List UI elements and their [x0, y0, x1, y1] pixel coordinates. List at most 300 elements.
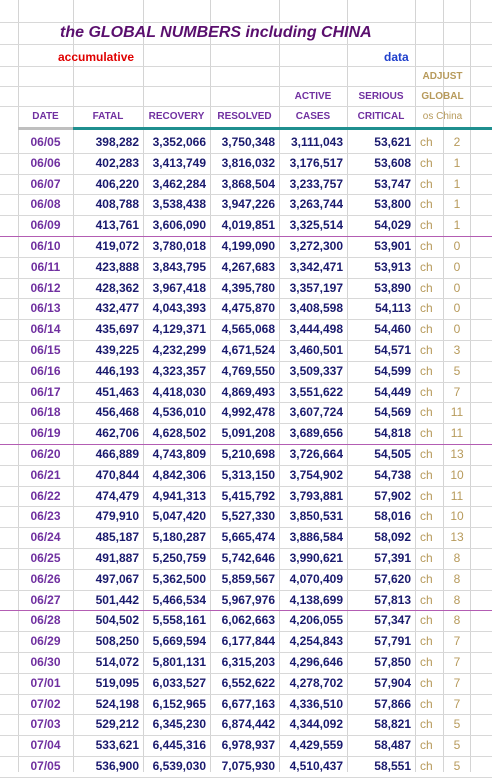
table-row	[0, 694, 492, 716]
china-marker-cell: ch	[420, 426, 433, 441]
fatal-cell: 533,621	[95, 738, 139, 753]
recovery-cell: 5,466,534	[152, 592, 206, 607]
resolved-cell: 6,978,937	[221, 738, 275, 753]
adjust-cell: 11	[450, 426, 464, 441]
adjust-cell: 0	[453, 280, 461, 295]
resolved-cell: 6,315,203	[221, 655, 275, 669]
recovery-cell: 3,538,438	[152, 197, 206, 212]
recovery-cell: 5,801,131	[152, 655, 206, 669]
date-cell: 06/10	[30, 239, 61, 253]
header-underline	[18, 127, 492, 130]
header-serious-line1: SERIOUS	[358, 91, 404, 102]
active-cell: 3,551,622	[289, 384, 343, 399]
fatal-cell: 497,067	[95, 571, 139, 586]
date-cell: 06/17	[30, 384, 61, 399]
china-marker-cell: ch	[420, 239, 433, 253]
china-marker-cell: ch	[420, 447, 433, 461]
recovery-cell: 4,043,393	[152, 301, 206, 316]
fatal-cell: 470,844	[95, 467, 139, 482]
critical-cell: 53,608	[374, 155, 411, 170]
resolved-cell: 6,177,844	[221, 634, 275, 649]
adjust-cell: 0	[453, 301, 461, 316]
critical-cell: 53,901	[374, 239, 411, 253]
page-title: the GLOBAL NUMBERS including CHINA	[60, 24, 372, 41]
table-row	[0, 714, 492, 736]
adjust-cell: 7	[453, 675, 461, 690]
active-cell: 3,272,300	[289, 239, 343, 253]
adjust-cell: 0	[453, 322, 461, 337]
header-active-line2: CASES	[295, 111, 331, 122]
data-label: data	[384, 50, 409, 64]
resolved-cell: 3,750,348	[221, 135, 275, 149]
china-marker-cell: ch	[420, 197, 433, 212]
resolved-cell: 4,565,068	[221, 322, 275, 337]
active-cell: 4,336,510	[289, 696, 343, 711]
table-row	[0, 735, 492, 757]
china-marker-cell: ch	[420, 488, 433, 503]
resolved-cell: 6,874,442	[221, 717, 275, 732]
table-row	[0, 444, 492, 466]
adjust-cell: 1	[453, 155, 461, 170]
active-cell: 4,278,702	[289, 675, 343, 690]
critical-cell: 54,571	[374, 343, 411, 357]
active-cell: 3,990,621	[289, 551, 343, 565]
date-cell: 07/05	[30, 759, 61, 773]
recovery-cell: 3,967,418	[152, 280, 206, 295]
resolved-cell: 4,769,550	[221, 363, 275, 378]
active-cell: 3,886,584	[289, 530, 343, 545]
critical-cell: 58,092	[374, 530, 411, 545]
resolved-cell: 4,395,780	[221, 280, 275, 295]
active-cell: 3,357,197	[289, 280, 343, 295]
adjust-cell: 11	[450, 488, 464, 503]
critical-cell: 54,029	[374, 218, 411, 233]
china-marker-cell: ch	[420, 675, 433, 690]
table-row	[0, 548, 492, 570]
recovery-cell: 3,352,066	[152, 135, 206, 149]
resolved-cell: 6,677,163	[221, 696, 275, 711]
recovery-cell: 3,462,284	[152, 176, 206, 191]
date-cell: 06/08	[30, 197, 61, 212]
recovery-cell: 4,536,010	[152, 405, 206, 420]
date-cell: 06/09	[30, 218, 61, 233]
china-marker-cell: ch	[420, 655, 433, 669]
grid-line	[0, 106, 492, 107]
table-row	[0, 569, 492, 591]
table-row	[0, 486, 492, 508]
resolved-cell: 6,552,622	[221, 675, 275, 690]
grid-line	[0, 86, 492, 87]
header-resolved: RESOLVED	[217, 111, 272, 122]
adjust-cell: 7	[453, 655, 461, 669]
china-marker-cell: ch	[420, 155, 433, 170]
active-cell: 3,233,757	[289, 176, 343, 191]
critical-cell: 58,016	[374, 509, 411, 524]
critical-cell: 54,505	[374, 447, 411, 461]
fatal-cell: 446,193	[95, 363, 139, 378]
fatal-cell: 402,283	[95, 155, 139, 170]
fatal-cell: 491,887	[95, 551, 139, 565]
recovery-cell: 5,047,420	[152, 509, 206, 524]
china-marker-cell: ch	[420, 592, 433, 607]
table-row	[0, 631, 492, 653]
adjust-cell: 3	[453, 343, 461, 357]
fatal-cell: 413,761	[95, 218, 139, 233]
critical-cell: 53,747	[374, 176, 411, 191]
resolved-cell: 4,869,493	[221, 384, 275, 399]
resolved-cell: 7,075,930	[221, 759, 275, 773]
fatal-cell: 514,072	[95, 655, 139, 669]
date-cell: 06/29	[30, 634, 61, 649]
date-cell: 06/30	[30, 655, 61, 669]
active-cell: 3,444,498	[289, 322, 343, 337]
active-cell: 3,176,517	[289, 155, 343, 170]
table-row	[0, 319, 492, 341]
resolved-cell: 5,665,474	[221, 530, 275, 545]
grid-line	[0, 22, 492, 23]
resolved-cell: 5,210,698	[221, 447, 275, 461]
date-cell: 06/05	[30, 135, 61, 149]
adjust-cell: 7	[453, 384, 461, 399]
fatal-cell: 456,468	[95, 405, 139, 420]
adjust-cell: 8	[453, 613, 461, 628]
recovery-cell: 4,129,371	[152, 322, 206, 337]
recovery-cell: 6,033,527	[152, 675, 206, 690]
china-marker-cell: ch	[420, 363, 433, 378]
recovery-cell: 5,558,161	[152, 613, 206, 628]
recovery-cell: 4,941,313	[152, 488, 206, 503]
critical-cell: 57,620	[374, 571, 411, 586]
table-row	[0, 402, 492, 424]
recovery-cell: 5,180,287	[152, 530, 206, 545]
fatal-cell: 474,479	[95, 488, 139, 503]
adjust-cell: 8	[453, 592, 461, 607]
fatal-cell: 508,250	[95, 634, 139, 649]
table-row	[0, 590, 492, 612]
critical-cell: 54,599	[374, 363, 411, 378]
recovery-cell: 3,413,749	[152, 155, 206, 170]
critical-cell: 58,551	[374, 759, 411, 773]
fatal-cell: 439,225	[95, 343, 139, 357]
adjust-cell: 5	[453, 738, 461, 753]
recovery-cell: 3,606,090	[152, 218, 206, 233]
china-marker-cell: ch	[420, 717, 433, 732]
adjust-cell: 10	[450, 509, 464, 524]
recovery-cell: 3,843,795	[152, 259, 206, 274]
date-cell: 06/28	[30, 613, 61, 628]
active-cell: 3,111,043	[290, 135, 343, 149]
active-cell: 3,342,471	[289, 259, 343, 274]
critical-cell: 58,821	[374, 717, 411, 732]
table-row	[0, 132, 492, 154]
china-marker-cell: ch	[420, 384, 433, 399]
active-cell: 3,408,598	[289, 301, 343, 316]
date-cell: 06/06	[30, 155, 61, 170]
recovery-cell: 5,362,500	[152, 571, 206, 586]
china-marker-cell: ch	[420, 176, 433, 191]
recovery-cell: 4,418,030	[152, 384, 206, 399]
date-cell: 06/15	[30, 343, 61, 357]
fatal-cell: 435,697	[95, 322, 139, 337]
active-cell: 3,754,902	[289, 467, 343, 482]
china-marker-cell: ch	[420, 467, 433, 482]
adjust-cell: 7	[453, 696, 461, 711]
header-fatal: FATAL	[92, 111, 124, 122]
table-row	[0, 673, 492, 695]
date-cell: 06/21	[30, 467, 61, 482]
resolved-cell: 4,199,090	[221, 239, 275, 253]
table-row	[0, 756, 492, 778]
china-marker-cell: ch	[420, 405, 433, 420]
recovery-cell: 4,842,306	[152, 467, 206, 482]
table-row	[0, 610, 492, 632]
fatal-cell: 451,463	[95, 384, 139, 399]
active-cell: 4,429,559	[289, 738, 343, 753]
resolved-cell: 3,947,226	[221, 197, 275, 212]
grid-line	[0, 66, 492, 67]
accumulative-label: accumulative	[58, 50, 135, 64]
resolved-cell: 4,267,683	[221, 259, 275, 274]
china-marker-cell: ch	[420, 551, 433, 565]
critical-cell: 57,391	[374, 551, 411, 565]
critical-cell: 58,487	[374, 738, 411, 753]
table-row	[0, 382, 492, 404]
table-row	[0, 652, 492, 674]
resolved-cell: 5,527,330	[221, 509, 275, 524]
adjust-cell: 13	[450, 447, 464, 461]
adjust-cell: 1	[453, 197, 461, 212]
date-cell: 06/11	[30, 259, 61, 274]
fatal-cell: 504,502	[95, 613, 139, 628]
china-marker-cell: ch	[420, 571, 433, 586]
adjust-cell: 0	[453, 239, 461, 253]
header-underline-date	[18, 127, 73, 130]
critical-cell: 54,738	[374, 467, 411, 482]
china-marker-cell: ch	[420, 218, 433, 233]
adjust-cell: 5	[453, 717, 461, 732]
date-cell: 06/12	[30, 280, 61, 295]
resolved-cell: 5,415,792	[221, 488, 275, 503]
active-cell: 3,509,337	[289, 363, 343, 378]
active-cell: 4,254,843	[289, 634, 343, 649]
resolved-cell: 6,062,663	[221, 613, 275, 628]
header-adjust-line1: ADJUST	[422, 71, 463, 82]
critical-cell: 54,569	[374, 405, 411, 420]
grid-line	[0, 44, 492, 45]
fatal-cell: 419,072	[95, 239, 139, 253]
active-cell: 3,460,501	[289, 343, 343, 357]
active-cell: 4,344,092	[289, 717, 343, 732]
header-serious-line2: CRITICAL	[357, 111, 405, 122]
fatal-cell: 524,198	[95, 696, 139, 711]
fatal-cell: 466,889	[95, 447, 139, 461]
header-date: DATE	[32, 111, 59, 122]
adjust-cell: 0	[453, 259, 461, 274]
critical-cell: 54,449	[374, 384, 411, 399]
table-row	[0, 174, 492, 196]
table-row	[0, 153, 492, 175]
fatal-cell: 428,362	[95, 280, 139, 295]
fatal-cell: 529,212	[95, 717, 139, 732]
resolved-cell: 4,671,524	[221, 343, 275, 357]
resolved-cell: 5,091,208	[221, 426, 275, 441]
table-row	[0, 278, 492, 300]
resolved-cell: 5,313,150	[221, 467, 275, 482]
date-cell: 06/24	[30, 530, 61, 545]
fatal-cell: 406,220	[95, 176, 139, 191]
active-cell: 3,793,881	[289, 488, 343, 503]
table-row	[0, 340, 492, 362]
resolved-cell: 4,992,478	[221, 405, 275, 420]
recovery-cell: 3,780,018	[152, 239, 206, 253]
fatal-cell: 432,477	[95, 301, 139, 316]
critical-cell: 54,113	[374, 301, 411, 316]
active-cell: 3,607,724	[289, 405, 343, 420]
table-row	[0, 215, 492, 237]
active-cell: 4,510,437	[289, 759, 343, 773]
china-marker-cell: ch	[420, 759, 433, 773]
resolved-cell: 4,019,851	[221, 218, 275, 233]
recovery-cell: 5,669,594	[152, 634, 206, 649]
resolved-cell: 3,868,504	[221, 176, 275, 191]
fatal-cell: 479,910	[95, 509, 139, 524]
critical-cell: 57,347	[374, 613, 411, 628]
date-cell: 07/03	[30, 717, 61, 732]
china-marker-cell: ch	[420, 509, 433, 524]
critical-cell: 57,791	[374, 634, 411, 649]
date-cell: 06/26	[30, 571, 61, 586]
critical-cell: 54,460	[374, 322, 411, 337]
resolved-cell: 4,475,870	[221, 301, 275, 316]
table-row	[0, 257, 492, 279]
critical-cell: 57,902	[374, 488, 411, 503]
fatal-cell: 536,900	[95, 759, 139, 773]
date-cell: 06/16	[30, 363, 61, 378]
adjust-cell: 1	[453, 176, 461, 191]
date-cell: 07/01	[30, 675, 61, 690]
date-cell: 06/14	[30, 322, 61, 337]
recovery-cell: 5,250,759	[152, 551, 206, 565]
china-marker-cell: ch	[420, 530, 433, 545]
active-cell: 4,296,646	[289, 655, 343, 669]
active-cell: 3,850,531	[289, 509, 343, 524]
table-row	[0, 506, 492, 528]
adjust-cell: 5	[453, 759, 461, 773]
table-row	[0, 194, 492, 216]
recovery-cell: 6,539,030	[152, 759, 206, 773]
date-cell: 06/22	[30, 488, 61, 503]
critical-cell: 57,904	[374, 675, 411, 690]
recovery-cell: 6,152,965	[152, 696, 206, 711]
date-cell: 06/13	[30, 301, 61, 316]
active-cell: 4,206,055	[289, 613, 343, 628]
date-cell: 06/18	[30, 405, 61, 420]
date-cell: 07/02	[30, 696, 61, 711]
china-marker-cell: ch	[420, 696, 433, 711]
china-marker-cell: ch	[420, 613, 433, 628]
critical-cell: 53,913	[374, 259, 411, 274]
date-cell: 06/07	[30, 176, 61, 191]
resolved-cell: 5,967,976	[221, 592, 275, 607]
critical-cell: 53,890	[374, 280, 411, 295]
adjust-cell: 8	[453, 571, 461, 586]
active-cell: 3,726,664	[289, 447, 343, 461]
resolved-cell: 5,859,567	[221, 571, 275, 586]
date-cell: 06/20	[30, 447, 61, 461]
table-row	[0, 236, 492, 258]
date-cell: 06/23	[30, 509, 61, 524]
adjust-cell: 7	[453, 634, 461, 649]
date-cell: 07/04	[30, 738, 61, 753]
header-adjust-line3: os China	[422, 111, 463, 122]
date-cell: 06/19	[30, 426, 61, 441]
fatal-cell: 398,282	[95, 135, 139, 149]
header-active-line1: ACTIVE	[294, 91, 332, 102]
fatal-cell: 423,888	[95, 259, 139, 274]
critical-cell: 57,813	[374, 592, 411, 607]
header-adjust-line2: GLOBAL	[421, 91, 464, 102]
china-marker-cell: ch	[420, 634, 433, 649]
china-marker-cell: ch	[420, 280, 433, 295]
resolved-cell: 5,742,646	[221, 551, 275, 565]
active-cell: 3,689,656	[289, 426, 343, 441]
adjust-cell: 10	[450, 467, 464, 482]
table-row	[0, 361, 492, 383]
resolved-cell: 3,816,032	[221, 155, 275, 170]
active-cell: 3,263,744	[289, 197, 343, 212]
critical-cell: 54,818	[374, 426, 411, 441]
table-row	[0, 298, 492, 320]
china-marker-cell: ch	[420, 343, 433, 357]
adjust-cell: 11	[450, 405, 464, 420]
adjust-cell: 1	[453, 218, 461, 233]
adjust-cell: 5	[453, 363, 461, 378]
active-cell: 3,325,514	[289, 218, 343, 233]
table-row	[0, 465, 492, 487]
critical-cell: 53,800	[374, 197, 411, 212]
china-marker-cell: ch	[420, 301, 433, 316]
fatal-cell: 485,187	[95, 530, 139, 545]
active-cell: 4,138,699	[289, 592, 343, 607]
fatal-cell: 519,095	[95, 675, 139, 690]
adjust-cell: 13	[450, 530, 464, 545]
recovery-cell: 6,345,230	[152, 717, 206, 732]
adjust-cell: 8	[453, 551, 461, 565]
recovery-cell: 4,628,502	[152, 426, 206, 441]
recovery-cell: 4,232,299	[152, 343, 206, 357]
adjust-cell: 2	[453, 135, 461, 149]
fatal-cell: 462,706	[95, 426, 139, 441]
table-row	[0, 527, 492, 549]
fatal-cell: 501,442	[95, 592, 139, 607]
china-marker-cell: ch	[420, 259, 433, 274]
recovery-cell: 6,445,316	[152, 738, 206, 753]
fatal-cell: 408,788	[95, 197, 139, 212]
critical-cell: 53,621	[374, 135, 411, 149]
header-recovery: RECOVERY	[148, 111, 205, 122]
recovery-cell: 4,323,357	[152, 363, 206, 378]
table-row	[0, 423, 492, 445]
china-marker-cell: ch	[420, 738, 433, 753]
china-marker-cell: ch	[420, 322, 433, 337]
active-cell: 4,070,409	[289, 571, 343, 586]
china-marker-cell: ch	[420, 135, 433, 149]
critical-cell: 57,850	[374, 655, 411, 669]
recovery-cell: 4,743,809	[152, 447, 206, 461]
date-cell: 06/27	[30, 592, 61, 607]
date-cell: 06/25	[30, 551, 61, 565]
critical-cell: 57,866	[374, 696, 411, 711]
